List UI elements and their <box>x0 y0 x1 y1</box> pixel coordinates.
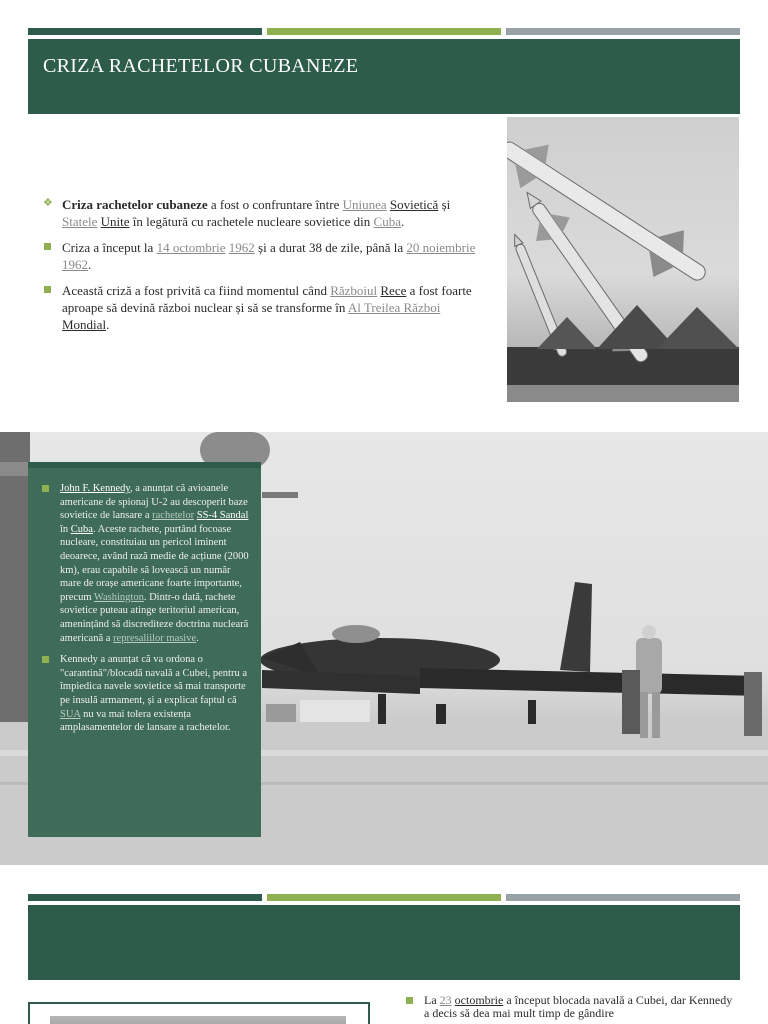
text-span: în legătură cu rachetele nucleare sovietice din <box>129 214 374 229</box>
square-bullet-icon <box>44 286 51 293</box>
bullet-item <box>42 482 252 645</box>
text-span: în <box>60 523 71 535</box>
text-link[interactable]: rachetelor <box>152 510 195 522</box>
top-accent-bars <box>28 28 740 35</box>
text-span: nu va mai tolera existența amplasamentelor de lansare a rachetelor. <box>60 708 231 734</box>
text-span: . <box>106 317 110 332</box>
text-panel <box>28 462 261 837</box>
square-bullet-icon <box>44 243 51 250</box>
slide-2 <box>0 432 768 865</box>
bullet-item <box>44 196 484 230</box>
bullet-list <box>42 482 252 743</box>
accent-bar-lime <box>267 28 501 35</box>
square-bullet-icon <box>406 997 413 1004</box>
photo-frame <box>28 1002 370 1024</box>
bullet-item <box>42 653 252 735</box>
text-link[interactable]: SUA <box>60 708 81 720</box>
text-span: a fost o confruntare între <box>207 197 343 212</box>
text-link[interactable]: Uniunea <box>342 197 387 212</box>
text-span: Această criză a fost privită ca fiind momentul când <box>62 283 331 298</box>
text-link[interactable]: SS-4 Sandal <box>196 510 249 522</box>
bullet-item <box>44 239 484 273</box>
text-link[interactable]: John F. Kennedy <box>60 483 130 494</box>
accent-bar-gray <box>506 894 740 901</box>
text-span: a început blocada navală a Cubei, dar Kennedy a decis să dea mai mult timp de gândire <box>424 993 733 1020</box>
text-span: și a durat 38 de zile, până la <box>254 240 407 255</box>
accent-bar-green <box>28 894 262 901</box>
text-link[interactable]: Războiul <box>330 283 378 298</box>
text-link[interactable]: 14 octombrie <box>156 240 226 255</box>
accent-bar-lime <box>267 894 501 901</box>
bullet-list <box>406 994 736 1020</box>
text-span: . <box>196 632 199 644</box>
text-link[interactable]: Rece <box>380 283 407 298</box>
bullet-item <box>44 282 484 333</box>
text-span: . <box>88 257 92 272</box>
text-span: . Dintr-o dată, rachete sovietice puteau atinge teritoriul american, amenințând să discrediteze doctrina nucleară americană a <box>60 591 249 644</box>
square-bullet-icon <box>42 485 49 492</box>
accent-bar-green <box>28 28 262 35</box>
photo-placeholder <box>50 1016 346 1024</box>
text-link[interactable]: 1962 <box>228 240 255 255</box>
slide-title: CRIZA RACHETELOR CUBANEZE <box>43 55 359 77</box>
text-span: La <box>424 993 440 1007</box>
text-span: . Aceste rachete, purtând focoase nucleare, constituiau un pericol iminent deoarece, având rază medie de acțiune (2000 km), erau capabile să lovească un număr mare de orașe americane foarte importante, precum <box>60 523 249 603</box>
bullet-item <box>406 994 736 1020</box>
bold-text: Criza rachetelor cubaneze <box>62 197 208 212</box>
text-link[interactable]: 20 noiembrie <box>406 240 476 255</box>
text-span: a fost foarte aproape să devină război nuclear și să se transforme în <box>62 283 472 315</box>
title-band <box>28 905 740 980</box>
slide-3 <box>0 865 768 1024</box>
text-link[interactable]: 23 <box>439 993 452 1007</box>
missiles-illustration <box>507 117 739 402</box>
text-link[interactable]: Cuba <box>373 214 401 229</box>
bullet-list <box>44 196 484 342</box>
text-link[interactable]: 1962 <box>62 257 88 272</box>
missiles-photo <box>507 117 739 402</box>
text-link[interactable]: Sovietică <box>389 197 439 212</box>
text-link[interactable]: Al Treilea Război <box>347 300 441 315</box>
text-span: Criza a început la <box>62 240 157 255</box>
text-link[interactable]: octombrie <box>454 993 504 1007</box>
top-accent-bars <box>28 894 740 901</box>
text-link[interactable]: Cuba <box>70 523 93 535</box>
text-link[interactable]: Mondial <box>62 317 107 332</box>
accent-bar-gray <box>506 28 740 35</box>
text-span: , a anunțat că avioanele americane de spionaj U-2 au descoperit baze sovietice de lansare a <box>60 483 248 522</box>
text-link[interactable]: Washington <box>93 591 144 603</box>
diamond-bullet-icon: ❖ <box>43 197 53 209</box>
slide-1 <box>0 0 768 432</box>
text-link[interactable]: represaliilor masive <box>113 632 197 644</box>
text-link[interactable]: Statele <box>62 214 98 229</box>
square-bullet-icon <box>42 656 49 663</box>
text-span: . <box>400 214 405 229</box>
text-span: și <box>438 197 451 212</box>
title-band <box>28 39 740 114</box>
text-link[interactable]: Unite <box>100 214 130 229</box>
text-span: Kennedy a anunțat că va ordona o "carantină"/blocadă navală a Cubei, pentru a împiedica navele sovietice să mai transporte pe insulă armament, și a explicat faptul că <box>60 654 247 706</box>
